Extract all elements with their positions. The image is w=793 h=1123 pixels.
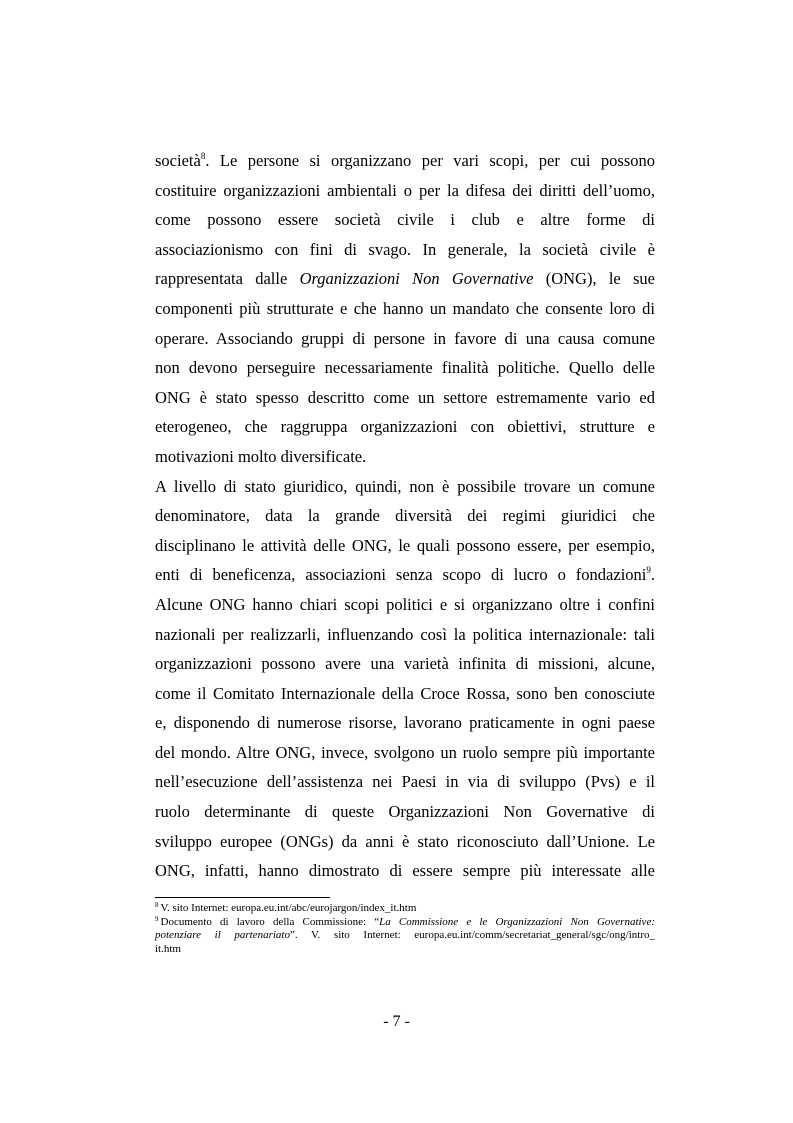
body-line: associazionismo con fini di svago. In generale, la società civile è xyxy=(155,239,655,259)
footnote-number: 8 xyxy=(155,901,159,909)
footnote-9-line-3[interactable]: it.htm xyxy=(155,942,181,955)
footnote-text: V. sito Internet: europa.eu.int/abc/eurojargon/index_it.htm xyxy=(160,902,417,914)
body-line: nell’esecuzione dell’assistenza nei Paesi in via di sviluppo (Pvs) e il xyxy=(155,772,655,792)
body-line: enti di beneficenza, associazioni senza scopo di lucro o fondazioni$^9$. xyxy=(155,565,655,585)
footnote-9-line-1: $^9$ Documento di lavoro della Commissione: “La Commissione e le Organizzazioni Non Governative: xyxy=(155,914,655,928)
footnote-9-line-2 xyxy=(155,929,655,943)
footnotes xyxy=(155,902,655,956)
body-line: non devono perseguire necessariamente finalità politiche. Quello delle xyxy=(155,358,655,378)
body-line: disciplinano le attività delle ONG, le quali possono essere, per esempio, xyxy=(155,535,655,555)
body-line: e, disponendo di numerose risorse, lavorano praticamente in ogni paese xyxy=(155,713,655,733)
page-number: - 7 - xyxy=(383,1013,410,1030)
body-line: del mondo. Altre ONG, invece, svolgono un ruolo sempre più importante xyxy=(155,742,655,762)
body-line: società$^8$. Le persone si organizzano per vari scopi, per cui possono xyxy=(155,151,655,170)
footnote-8 xyxy=(155,902,655,916)
body-line: come il Comitato Internazionale della Croce Rossa, sono ben conosciute xyxy=(155,683,655,703)
footnote-ref-8[interactable]: 8 xyxy=(200,151,206,161)
body-line: A livello di stato giuridico, quindi, non è possibile trovare un comune xyxy=(155,476,655,496)
body-line: denominatore, data la grande diversità dei regimi giuridici che xyxy=(155,506,655,526)
body-text xyxy=(155,146,655,886)
footnote-ref-9[interactable]: 9 xyxy=(646,565,651,576)
body-line: come possono essere società civile i club e altre forme di xyxy=(155,210,655,230)
footnote-separator xyxy=(155,897,330,898)
body-line: eterogeneo, che raggruppa organizzazioni con obiettivi, strutture e xyxy=(155,417,655,437)
footnote-link-text[interactable]: ”. V. sito Internet: europa.eu.int/comm/secretariat_general/sgc/ong/intro_ xyxy=(289,929,655,941)
body-line: ONG è stato spesso descritto come un settore estremamente vario ed xyxy=(155,387,655,407)
italic-term: Organizzazioni Non Governative xyxy=(299,269,534,289)
body-line: organizzazioni possono avere una varietà infinita di missioni, alcune, xyxy=(155,654,655,674)
body-line: nazionali per realizzarli, influenzando così la politica internazionale: tali xyxy=(155,624,655,644)
footnote-italic-title: La Commissione e le Organizzazioni Non Governative: xyxy=(379,915,655,928)
body-line: rappresentata dalle Organizzazioni Non Governative (ONG), le sue xyxy=(155,269,656,289)
body-line: ruolo determinante di queste Organizzazioni Non Governative di xyxy=(155,802,655,822)
body-line: Alcune ONG hanno chiari scopi politici e si organizzano oltre i confini xyxy=(155,594,655,614)
body-line: costituire organizzazioni ambientali o per la difesa dei diritti dell’uomo, xyxy=(155,180,655,200)
body-line: sviluppo europee (ONGs) da anni è stato riconosciuto dall’Unione. Le xyxy=(155,831,655,851)
body-line: ONG, infatti, hanno dimostrato di essere sempre più interessate alle xyxy=(155,861,655,881)
body-line: operare. Associando gruppi di persone in favore di una causa comune xyxy=(155,328,655,348)
footnote-italic-title: potenziare il partenariato xyxy=(155,929,290,941)
body-line: motivazioni molto diversificate. xyxy=(155,446,367,466)
footnote-number: 9 xyxy=(155,914,159,923)
body-line: componenti più strutturate e che hanno un mandato che consente loro di xyxy=(155,298,655,318)
